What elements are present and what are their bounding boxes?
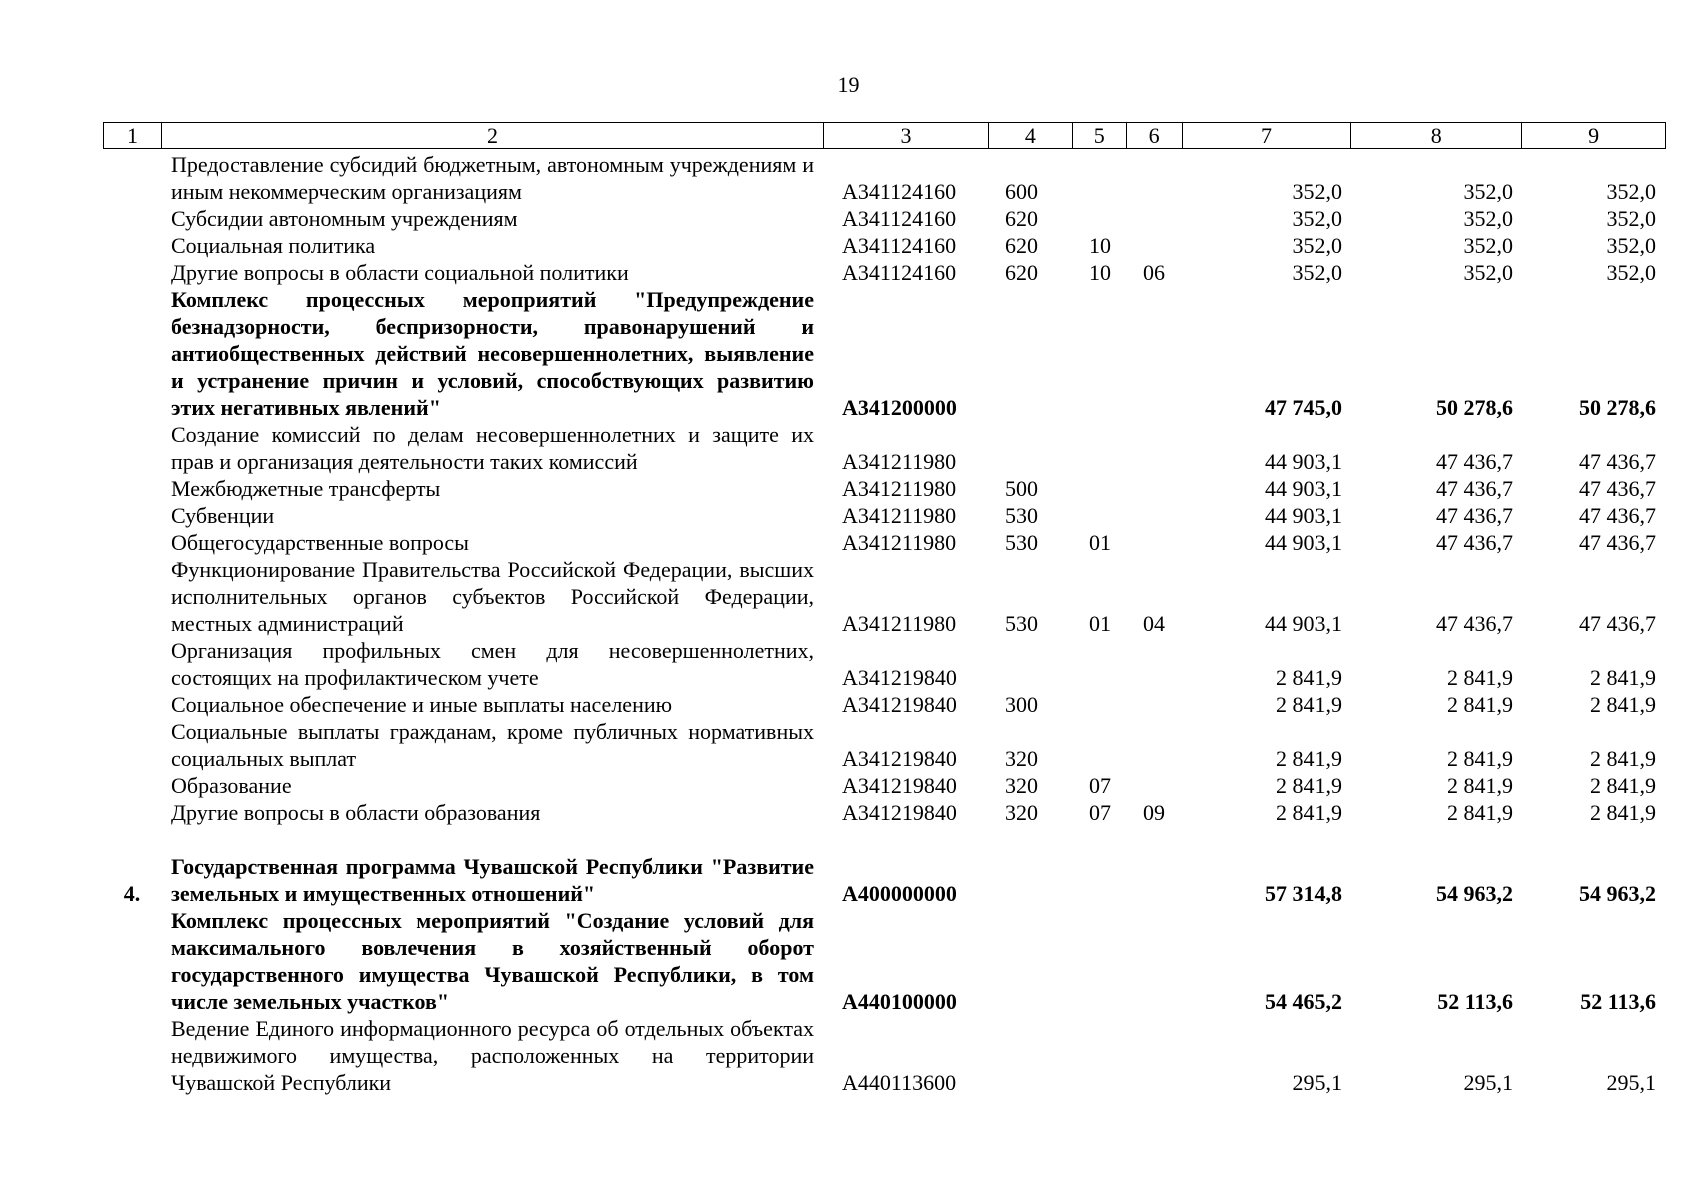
page-number: 19: [837, 72, 860, 97]
header-col-4: 4: [989, 123, 1073, 148]
row-group: 620: [1005, 206, 1038, 231]
row-number: [103, 637, 161, 691]
row-subsection: [1127, 475, 1183, 502]
row-value-col8: 52 113,6: [1437, 989, 1513, 1014]
row-name: Общегосударственные вопросы: [171, 530, 469, 555]
row-value-col8: 47 436,7: [1436, 503, 1513, 528]
row-code: А341211980: [842, 530, 957, 555]
header-col-1: 1: [104, 123, 162, 148]
row-name: Другие вопросы в области социальной политики: [171, 260, 629, 285]
table-row: [103, 1015, 1666, 1096]
row-code: А341124160: [842, 233, 957, 258]
row-code: А341219840: [842, 773, 957, 798]
row-subsection: [1127, 907, 1183, 1015]
row-value-col9: 2 841,9: [1590, 800, 1656, 825]
table-row: [103, 853, 1666, 907]
row-value-col8: 352,0: [1463, 206, 1513, 231]
row-section: 01: [1089, 611, 1111, 636]
row-number: [103, 718, 161, 772]
row-value-col7: 2 841,9: [1276, 665, 1342, 690]
table-row: [103, 151, 1666, 205]
row-section: 01: [1089, 530, 1111, 555]
row-name: Ведение Единого информационного ресурса об отдельных объектах недвижимого имущества, расположенных на территории Чувашской Республики: [171, 1016, 814, 1095]
row-value-col7: 57 314,8: [1265, 881, 1342, 906]
row-subsection: [1127, 529, 1183, 556]
row-code: А341211980: [842, 503, 957, 528]
header-col-5: 5: [1073, 123, 1127, 148]
row-value-col7: 352,0: [1292, 233, 1342, 258]
row-name: Предоставление субсидий бюджетным, автономным учреждениям и иным некоммерческим организациям: [171, 152, 814, 204]
header-col-3: 3: [824, 123, 989, 148]
row-value-col8: 47 436,7: [1436, 611, 1513, 636]
row-number: 4.: [123, 881, 141, 906]
row-code: А341124160: [842, 206, 957, 231]
row-code: А341124160: [842, 179, 957, 204]
row-value-col8: 352,0: [1463, 179, 1513, 204]
row-group: 530: [1005, 530, 1038, 555]
row-value-col7: 54 465,2: [1265, 989, 1342, 1014]
table-row: [103, 637, 1666, 691]
row-number: [103, 151, 161, 205]
table-row: [103, 691, 1666, 718]
row-value-col9: 47 436,7: [1579, 611, 1656, 636]
table-row: [103, 502, 1666, 529]
row-name: Комплекс процессных мероприятий "Создание условий для максимального вовлечения в хозяйственный оборот государственного имущества Чувашской Республики, в том числе земельных участков": [171, 908, 814, 1014]
row-name: Другие вопросы в области образования: [171, 800, 541, 825]
row-value-col9: 2 841,9: [1590, 773, 1656, 798]
row-section: 07: [1089, 773, 1111, 798]
row-value-col8: 50 278,6: [1436, 395, 1513, 420]
row-name: Образование: [171, 773, 292, 798]
row-value-col8: 2 841,9: [1447, 692, 1513, 717]
row-number: [103, 691, 161, 718]
table-row: [103, 232, 1666, 259]
row-value-col7: 47 745,0: [1265, 395, 1342, 420]
row-number: [103, 799, 161, 826]
row-value-col9: 50 278,6: [1579, 395, 1656, 420]
row-section: [1073, 475, 1127, 502]
row-code: А341219840: [842, 692, 957, 717]
row-number: [103, 286, 161, 421]
row-number: [103, 475, 161, 502]
row-name: Социальная политика: [171, 233, 376, 258]
row-subsection: [1127, 718, 1183, 772]
budget-table: [103, 151, 1666, 1096]
row-subsection: [1127, 205, 1183, 232]
row-value-col8: 47 436,7: [1436, 476, 1513, 501]
row-section: [1073, 853, 1127, 907]
row-value-col9: 47 436,7: [1579, 530, 1656, 555]
row-number: [103, 502, 161, 529]
row-group: 320: [1005, 800, 1038, 825]
row-value-col7: 352,0: [1292, 260, 1342, 285]
table-row: [103, 286, 1666, 421]
row-value-col7: 2 841,9: [1276, 692, 1342, 717]
row-number: [103, 259, 161, 286]
row-group: [989, 1015, 1073, 1096]
row-subsection: [1127, 853, 1183, 907]
row-group: [989, 907, 1073, 1015]
row-code: А341211980: [842, 476, 957, 501]
row-section: [1073, 691, 1127, 718]
row-value-col9: 295,1: [1606, 1070, 1656, 1095]
row-code: А341219840: [842, 665, 957, 690]
header-col-6: 6: [1127, 123, 1183, 148]
row-section: [1073, 1015, 1127, 1096]
row-value-col9: 352,0: [1606, 260, 1656, 285]
row-value-col8: 2 841,9: [1447, 746, 1513, 771]
row-value-col9: 2 841,9: [1590, 746, 1656, 771]
row-section: [1073, 205, 1127, 232]
row-value-col7: 352,0: [1292, 206, 1342, 231]
row-value-col7: 44 903,1: [1265, 476, 1342, 501]
row-group: 530: [1005, 611, 1038, 636]
row-value-col7: 352,0: [1292, 179, 1342, 204]
row-value-col8: 47 436,7: [1436, 449, 1513, 474]
table-body: [103, 151, 1666, 1096]
row-group: 500: [1005, 476, 1038, 501]
row-value-col7: 2 841,9: [1276, 773, 1342, 798]
row-section: 07: [1089, 800, 1111, 825]
row-code: А341211980: [842, 611, 957, 636]
row-value-col7: 44 903,1: [1265, 530, 1342, 555]
row-subsection: [1127, 502, 1183, 529]
row-number: [103, 556, 161, 637]
table-row: [103, 772, 1666, 799]
row-name: Субсидии автономным учреждениям: [171, 206, 518, 231]
row-name: Государственная программа Чувашской Республики "Развитие земельных и имущественных отношений": [171, 854, 814, 906]
row-name: Социальное обеспечение и иные выплаты населению: [171, 692, 673, 717]
table-row: [103, 421, 1666, 475]
row-value-col7: 2 841,9: [1276, 800, 1342, 825]
row-code: А440100000: [842, 989, 957, 1014]
row-value-col9: 47 436,7: [1579, 449, 1656, 474]
row-value-col7: 44 903,1: [1265, 503, 1342, 528]
row-number: [103, 529, 161, 556]
row-value-col8: 352,0: [1463, 233, 1513, 258]
row-number: [103, 1015, 161, 1096]
row-number: [103, 907, 161, 1015]
row-value-col9: 2 841,9: [1590, 692, 1656, 717]
row-number: [103, 232, 161, 259]
row-value-col9: 352,0: [1606, 179, 1656, 204]
header-col-7: 7: [1183, 123, 1352, 148]
row-group: [989, 637, 1073, 691]
table-row: [103, 205, 1666, 232]
row-subsection: [1127, 286, 1183, 421]
row-group: [989, 853, 1073, 907]
row-subsection: [1127, 1015, 1183, 1096]
row-name: Организация профильных смен для несовершеннолетних, состоящих на профилактическом учете: [171, 638, 814, 690]
row-section: [1073, 637, 1127, 691]
row-code: А341211980: [842, 449, 957, 474]
row-subsection: [1127, 637, 1183, 691]
row-name: Создание комиссий по делам несовершеннолетних и защите их прав и организация деятельности таких комиссий: [171, 422, 814, 474]
row-code: А440113600: [842, 1070, 957, 1095]
row-value-col9: 52 113,6: [1580, 989, 1656, 1014]
row-section: [1073, 502, 1127, 529]
row-section: [1073, 718, 1127, 772]
row-name: Субвенции: [171, 503, 275, 528]
row-value-col9: 54 963,2: [1579, 881, 1656, 906]
table-row: [103, 529, 1666, 556]
row-group: 320: [1005, 746, 1038, 771]
table-row: [103, 556, 1666, 637]
row-group: [989, 421, 1073, 475]
row-value-col8: 47 436,7: [1436, 530, 1513, 555]
spacer-cell: [103, 826, 1666, 853]
row-value-col8: 2 841,9: [1447, 665, 1513, 690]
row-code: А341200000: [842, 395, 957, 420]
row-code: А341124160: [842, 260, 957, 285]
row-section: [1073, 151, 1127, 205]
row-section: [1073, 421, 1127, 475]
row-group: 300: [1005, 692, 1038, 717]
row-name: Социальные выплаты гражданам, кроме публичных нормативных социальных выплат: [171, 719, 814, 771]
row-subsection: [1127, 232, 1183, 259]
row-code: А341219840: [842, 746, 957, 771]
row-value-col7: 2 841,9: [1276, 746, 1342, 771]
row-value-col8: 54 963,2: [1436, 881, 1513, 906]
row-section: 10: [1089, 233, 1111, 258]
row-value-col9: 47 436,7: [1579, 503, 1656, 528]
row-number: [103, 421, 161, 475]
table-header: [103, 122, 1666, 149]
row-value-col7: 44 903,1: [1265, 449, 1342, 474]
row-subsection: 09: [1143, 800, 1165, 825]
row-group: [989, 286, 1073, 421]
row-value-col8: 295,1: [1463, 1070, 1513, 1095]
row-group: 600: [1005, 179, 1038, 204]
row-subsection: 04: [1143, 611, 1165, 636]
row-value-col9: 352,0: [1606, 233, 1656, 258]
row-section: [1073, 286, 1127, 421]
row-section: 10: [1089, 260, 1111, 285]
header-col-8: 8: [1351, 123, 1522, 148]
spacer-row: [103, 826, 1666, 853]
row-value-col8: 352,0: [1463, 260, 1513, 285]
table-row: [103, 799, 1666, 826]
row-subsection: [1127, 772, 1183, 799]
row-group: 530: [1005, 503, 1038, 528]
row-subsection: [1127, 421, 1183, 475]
row-name: Межбюджетные трансферты: [171, 476, 441, 501]
table-row: [103, 475, 1666, 502]
row-number: [103, 772, 161, 799]
table-row: [103, 907, 1666, 1015]
row-value-col9: 2 841,9: [1590, 665, 1656, 690]
row-value-col8: 2 841,9: [1447, 773, 1513, 798]
row-value-col8: 2 841,9: [1447, 800, 1513, 825]
row-name: Функционирование Правительства Российской Федерации, высших исполнительных органов субъектов Российской Федерации, местных администраций: [171, 557, 814, 636]
row-section: [1073, 907, 1127, 1015]
row-subsection: [1127, 691, 1183, 718]
header-col-2: 2: [162, 123, 824, 148]
header-col-9: 9: [1588, 123, 1600, 148]
row-value-col7: 295,1: [1292, 1070, 1342, 1095]
row-subsection: 06: [1143, 260, 1165, 285]
row-group: 620: [1005, 260, 1038, 285]
row-number: [103, 205, 161, 232]
row-subsection: [1127, 151, 1183, 205]
row-value-col9: 352,0: [1606, 206, 1656, 231]
row-group: 320: [1005, 773, 1038, 798]
row-code: А400000000: [842, 881, 957, 906]
row-value-col7: 44 903,1: [1265, 611, 1342, 636]
row-name: Комплекс процессных мероприятий "Предупреждение безнадзорности, беспризорности, правонарушений и антиобщественных действий несовершеннолетних, выявление и устранение причин и условий, способствующих развитию этих негативных явлений": [171, 287, 814, 420]
row-group: 620: [1005, 233, 1038, 258]
table-row: [103, 259, 1666, 286]
row-value-col9: 47 436,7: [1579, 476, 1656, 501]
row-code: А341219840: [842, 800, 957, 825]
table-row: [103, 718, 1666, 772]
